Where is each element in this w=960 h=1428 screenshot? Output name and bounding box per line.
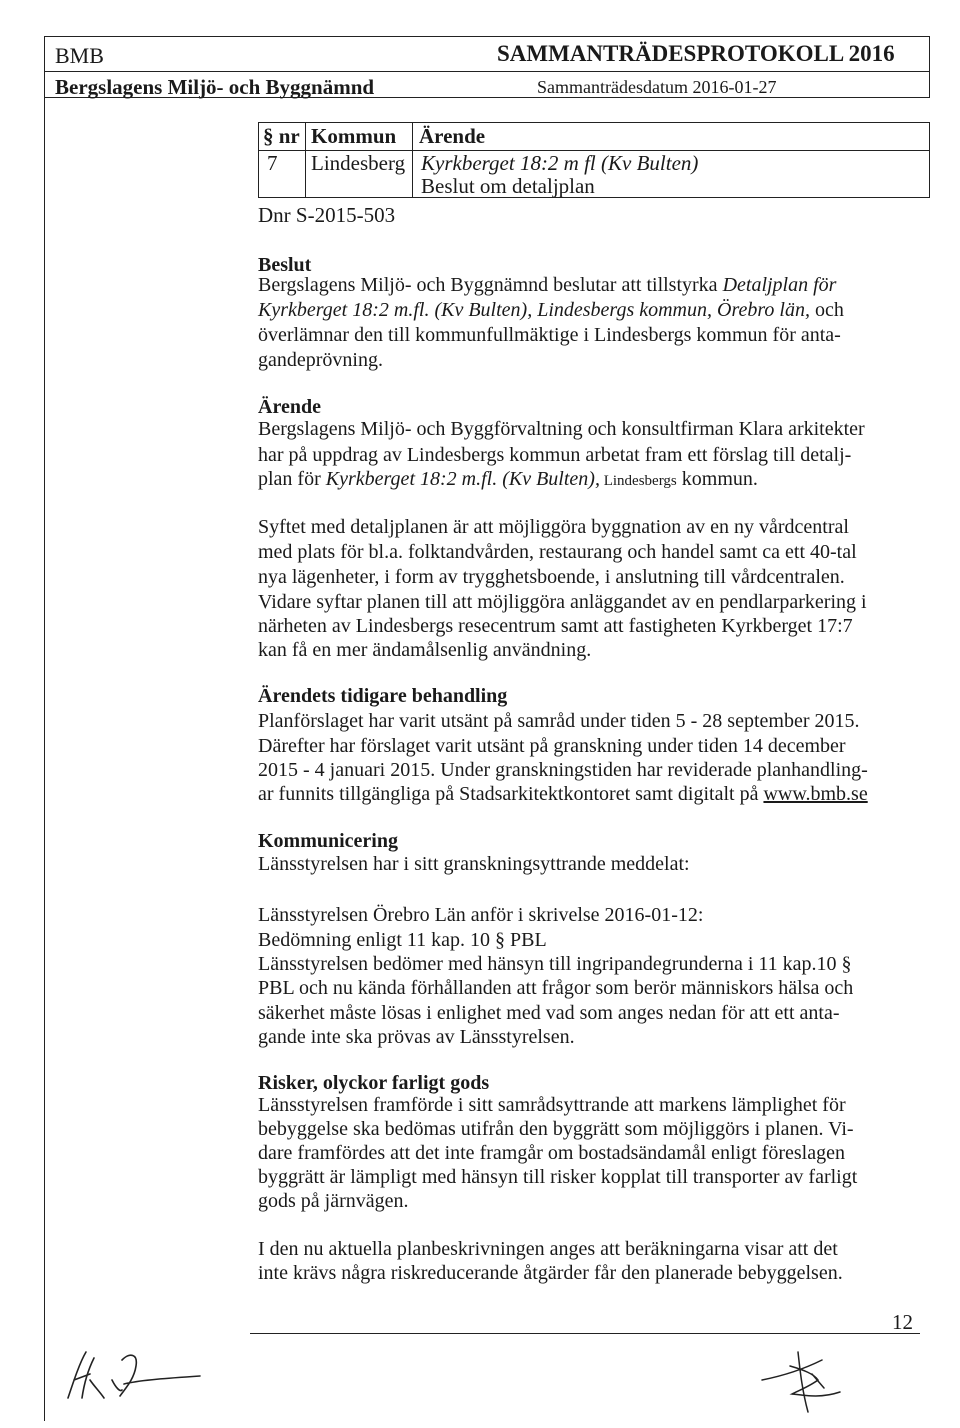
paragraph-line: plan för Kyrkberget 18:2 m.fl. (Kv Bulten), Lindesbergs kommun. (258, 468, 758, 490)
paragraph-line: säkerhet måste lösas i enlighet med vad som anges nedan för att ett anta- (258, 1002, 840, 1024)
paragraph-line: gods på järnvägen. (258, 1190, 409, 1212)
paragraph-line: Länsstyrelsen Örebro Län anför i skrivelse 2016-01-12: (258, 904, 704, 926)
col-header-arende: Ärende (419, 124, 486, 148)
paragraph-line: dare framfördes att det inte framgår om bostadsändamål enligt föreslagen (258, 1142, 845, 1164)
paragraph-line: bebyggelse ska bedömas utifrån den byggrätt som möjliggörs i planen. Vi- (258, 1118, 854, 1140)
section-heading-arende: Ärende (258, 396, 321, 418)
case-municipality: Lindesberg (311, 151, 406, 175)
section-heading-kommunicering: Kommunicering (258, 830, 398, 852)
diary-number: Dnr S-2015-503 (258, 203, 396, 227)
paragraph-line: Bergslagens Miljö- och Byggförvaltning och konsultfirman Klara arkitekter (258, 418, 865, 440)
page-footer-rule (250, 1333, 920, 1334)
paragraph-line: Planförslaget har varit utsänt på samråd under tiden 5 - 28 september 2015. (258, 710, 860, 732)
paragraph-line: PBL och nu kända förhållanden att frågor som berör människors hälsa och (258, 977, 854, 999)
paragraph-line: gandeprövning. (258, 349, 383, 371)
meeting-date: Sammanträdesdatum 2016-01-27 (537, 77, 777, 97)
website-link[interactable]: www.bmb.se (763, 783, 868, 805)
paragraph-line: Länsstyrelsen har i sitt granskningsyttrande meddelat: (258, 853, 690, 875)
paragraph-line: 2015 - 4 januari 2015. Under granskningstiden har reviderade planhandling- (258, 759, 868, 781)
paragraph-line: Därefter har förslaget varit utsänt på granskning under tiden 14 december (258, 735, 846, 757)
paragraph-line: Länsstyrelsen bedömer med hänsyn till ingripandegrunderna i 11 kap.10 § (258, 953, 852, 975)
case-table (258, 122, 930, 198)
paragraph-line: byggrätt är lämpligt med hänsyn till risker kopplat till transporter av farligt (258, 1166, 858, 1188)
section-heading-risker: Risker, olyckor farligt gods (258, 1072, 490, 1094)
paragraph-line: Bedömning enligt 11 kap. 10 § PBL (258, 929, 547, 951)
paragraph-line: nya lägenheter, i form av trygghetsboende, i anslutning till vårdcentralen. (258, 566, 845, 588)
paragraph-line: överlämnar den till kommunfullmäktige i Lindesbergs kommun för anta- (258, 324, 841, 346)
handwritten-initials-signature (60, 1340, 210, 1410)
committee-name: Bergslagens Miljö- och Byggnämnd (55, 75, 375, 99)
paragraph-line: ar funnits tillgängliga på Stadsarkitektkontoret samt digitalt på www.bmb.se (258, 783, 868, 805)
protocol-header (44, 36, 930, 98)
case-table-col-divider (412, 123, 413, 197)
section-heading-beslut: Beslut (258, 254, 312, 276)
header-divider (45, 71, 929, 72)
case-title: Kyrkberget 18:2 m fl (Kv Bulten) (421, 151, 699, 175)
paragraph-line: Länsstyrelsen framförde i sitt samrådsyttrande att markens lämplighet för (258, 1094, 846, 1116)
case-table-col-divider (305, 123, 306, 197)
paragraph-line: Vidare syftar planen till att möjliggöra anläggandet av en pendlarparkering i (258, 591, 867, 613)
case-subtitle: Beslut om detaljplan (421, 174, 595, 198)
section-heading-tidigare: Ärendets tidigare behandling (258, 685, 508, 707)
page-frame-left (44, 36, 45, 1421)
paragraph-line: Kyrkberget 18:2 m.fl. (Kv Bulten), Lindesbergs kommun, Örebro län, och (258, 299, 844, 321)
paragraph-line: närheten av Lindesbergs resecentrum samt att fastigheten Kyrkberget 17:7 (258, 615, 853, 637)
org-abbreviation: BMB (55, 43, 104, 68)
page-number: 12 (892, 1310, 913, 1334)
protocol-title: SAMMANTRÄDESPROTOKOLL 2016 (497, 41, 895, 66)
col-header-kommun: Kommun (311, 124, 397, 148)
paragraph-line: Syftet med detaljplanen är att möjliggöra byggnation av en ny vårdcentral (258, 516, 849, 538)
paragraph-line: kan få en mer ändamålsenlig användning. (258, 639, 592, 661)
paragraph-line: med plats för bl.a. folktandvården, restaurang och handel samt ca ett 40-tal (258, 541, 857, 563)
col-header-nr: § nr (263, 124, 300, 148)
paragraph-line: har på uppdrag av Lindesbergs kommun arbetat fram ett förslag till detalj- (258, 444, 852, 466)
paragraph-line: Bergslagens Miljö- och Byggnämnd beslutar att tillstyrka Detaljplan för (258, 274, 837, 296)
paragraph-line: inte krävs några riskreducerande åtgärder får den planerade bebyggelsen. (258, 1262, 843, 1284)
paragraph-line: gande inte ska prövas av Länsstyrelsen. (258, 1026, 575, 1048)
paragraph-line: I den nu aktuella planbeskrivningen anges att beräkningarna visar att det (258, 1238, 838, 1260)
case-number: 7 (267, 151, 278, 175)
handwritten-signature (752, 1340, 862, 1420)
